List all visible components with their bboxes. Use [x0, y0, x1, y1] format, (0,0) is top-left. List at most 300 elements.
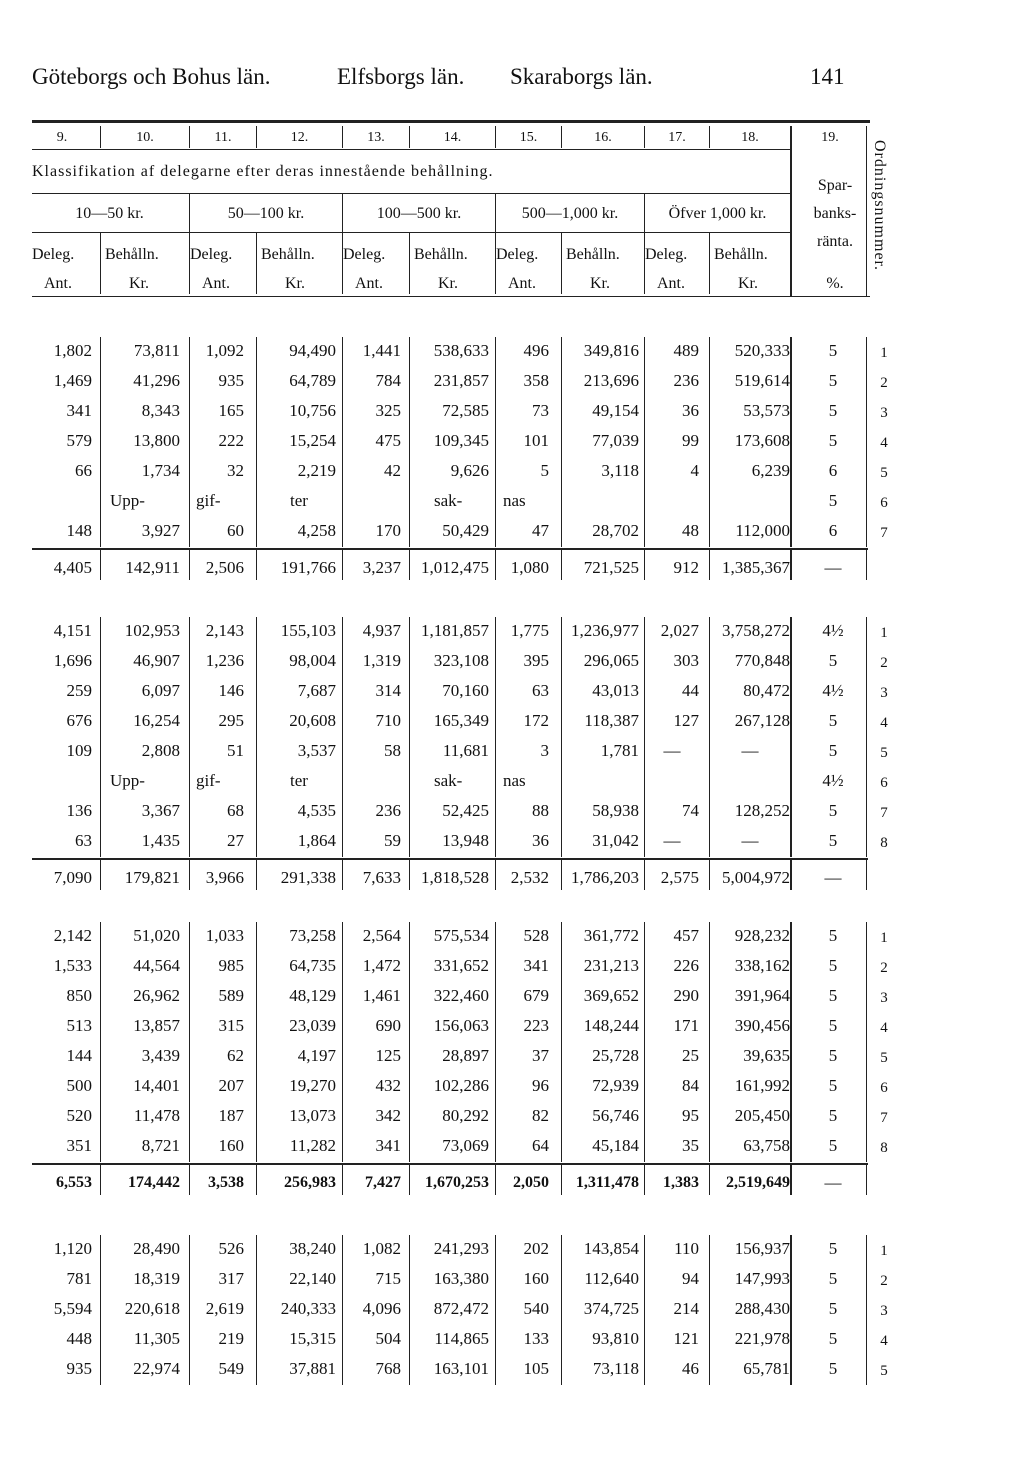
table-cell: 128,252 — [734, 801, 790, 820]
table-cell: 58 — [384, 741, 401, 760]
table-cell: 457 — [673, 926, 699, 945]
total-rule — [32, 548, 868, 550]
block-divider-bold — [790, 860, 792, 890]
table-cell: 4,197 — [297, 1046, 336, 1065]
table-cell: 38,240 — [289, 1239, 336, 1258]
rate-cell: 5 — [828, 711, 838, 730]
table-cell: 231,857 — [433, 371, 489, 390]
table-cell: 50,429 — [442, 521, 489, 540]
table-cell: 73 — [532, 401, 549, 420]
table-cell: 51,020 — [133, 926, 180, 945]
header-divider — [409, 233, 410, 294]
table-cell: 768 — [375, 1359, 401, 1378]
total-cell: 174,442 — [128, 1174, 180, 1191]
table-cell: 528 — [523, 926, 549, 945]
table-cell: 220,618 — [124, 1299, 180, 1318]
table-cell: 63,758 — [743, 1136, 790, 1155]
table-cell: 317 — [218, 1269, 244, 1288]
total-cell: 1,670,253 — [425, 1174, 489, 1191]
table-cell: 11,681 — [442, 741, 489, 760]
column-divider — [256, 337, 257, 547]
table-cell: 1,533 — [53, 956, 92, 975]
sub-label-kr: Kr. — [738, 275, 758, 292]
table-cell: 361,772 — [583, 926, 639, 945]
table-cell: 341 — [523, 956, 549, 975]
table-cell: 170 — [375, 521, 401, 540]
column-divider — [409, 337, 410, 547]
sub-label-behalln: Behålln. — [566, 246, 620, 263]
column-number: 17. — [668, 130, 686, 145]
rate-cell: 5 — [828, 926, 838, 945]
table-cell: 37 — [532, 1046, 549, 1065]
total-cell: 1,383 — [663, 1174, 699, 1191]
column-divider — [256, 550, 257, 580]
header-divider — [189, 194, 190, 294]
table-cell: 589 — [218, 986, 244, 1005]
table-cell: 6,239 — [751, 461, 790, 480]
total-rate: — — [824, 558, 842, 577]
column-divider — [561, 337, 562, 547]
header-top-rule — [32, 120, 870, 123]
sub-label-behalln: Behålln. — [105, 246, 159, 263]
sub-label-behalln: Behålln. — [414, 246, 468, 263]
row-ordinal: 3 — [880, 405, 888, 421]
total-cell: 142,911 — [125, 558, 180, 577]
table-cell: 93,810 — [592, 1329, 639, 1348]
table-cell: 36 — [532, 831, 549, 850]
total-cell: 7,427 — [365, 1174, 401, 1191]
total-cell: 1,080 — [510, 558, 549, 577]
table-cell: 88 — [532, 801, 549, 820]
header-bottom-rule — [32, 296, 870, 297]
row-ordinal: 5 — [880, 1363, 888, 1379]
column-divider — [189, 922, 190, 1162]
split-word: Upp- — [110, 771, 145, 790]
table-cell: 73,258 — [289, 926, 336, 945]
table-cell: 11,305 — [133, 1329, 180, 1348]
table-cell: 77,039 — [592, 431, 639, 450]
column-divider — [644, 550, 645, 580]
table-cell: 221,978 — [734, 1329, 790, 1348]
column-number: 9. — [56, 130, 68, 145]
table-cell: 160 — [523, 1269, 549, 1288]
table-cell: 222 — [218, 431, 244, 450]
table-cell: 6,097 — [141, 681, 180, 700]
table-cell: 369,652 — [583, 986, 639, 1005]
table-cell: 2,564 — [362, 926, 401, 945]
table-cell: 219 — [218, 1329, 244, 1348]
table-cell: 66 — [75, 461, 92, 480]
table-cell: 16,254 — [133, 711, 180, 730]
table-cell: 2,143 — [205, 621, 244, 640]
rate-label-line: ränta. — [817, 233, 853, 250]
column-divider — [256, 1235, 257, 1385]
table-cell: 231,213 — [583, 956, 639, 975]
sub-label-ant: Ant. — [508, 275, 536, 292]
header-divider — [561, 233, 562, 294]
block-divider-bold — [790, 617, 792, 857]
ordinal-divider — [866, 337, 867, 547]
split-word: gif- — [196, 491, 221, 510]
table-cell: 165,349 — [433, 711, 489, 730]
table-cell: 5 — [540, 461, 549, 480]
split-word: ter — [290, 771, 308, 790]
sub-label-deleg: Deleg. — [32, 246, 75, 263]
sub-label-kr: Kr. — [590, 275, 610, 292]
table-cell: 63 — [532, 681, 549, 700]
column-divider — [342, 617, 343, 857]
table-cell: 25 — [682, 1046, 699, 1065]
table-cell: 7,687 — [297, 681, 336, 700]
ordinal-divider — [866, 617, 867, 857]
rate-cell: 6 — [828, 461, 838, 480]
table-cell: 391,964 — [734, 986, 790, 1005]
table-cell: 4 — [690, 461, 699, 480]
table-cell: 56,746 — [592, 1106, 639, 1125]
table-cell: 3,367 — [141, 801, 180, 820]
table-cell: 27 — [227, 831, 244, 850]
table-cell: 110 — [674, 1239, 699, 1258]
table-cell: 74 — [682, 801, 699, 820]
table-cell: 101 — [523, 431, 549, 450]
split-word: sak- — [434, 491, 463, 510]
table-cell: 351 — [66, 1136, 92, 1155]
table-cell: 5,594 — [53, 1299, 92, 1318]
header-divider — [495, 126, 496, 148]
rate-cell: 5 — [828, 801, 838, 820]
column-divider — [495, 617, 496, 857]
table-cell: 146 — [218, 681, 244, 700]
block-divider-bold — [790, 337, 792, 547]
rate-cell: 6 — [828, 521, 838, 540]
table-cell: 4,151 — [53, 621, 92, 640]
header-divider — [561, 126, 562, 148]
table-cell: 15,254 — [289, 431, 336, 450]
table-cell: 358 — [523, 371, 549, 390]
table-cell: 1,181,857 — [421, 621, 489, 640]
table-cell: 35 — [682, 1136, 699, 1155]
rate-cell: 5 — [828, 1329, 838, 1348]
table-cell: 213,696 — [583, 371, 639, 390]
sub-label-deleg: Deleg. — [343, 246, 386, 263]
rate-cell: 5 — [828, 1239, 838, 1258]
table-cell: 112,000 — [735, 521, 790, 540]
column-divider — [189, 860, 190, 890]
header-divider — [709, 233, 710, 294]
table-cell: 43,013 — [592, 681, 639, 700]
table-cell: 781 — [66, 1269, 92, 1288]
rate-label-line: banks- — [813, 205, 857, 222]
table-cell: 341 — [375, 1136, 401, 1155]
table-cell: 2,142 — [53, 926, 92, 945]
page-number: 141 — [810, 64, 845, 89]
table-cell: 1,469 — [53, 371, 92, 390]
table-cell: 323,108 — [433, 651, 489, 670]
total-cell: 2,050 — [513, 1174, 549, 1191]
table-cell: 64,789 — [289, 371, 336, 390]
column-divider — [561, 922, 562, 1162]
rate-cell: 5 — [828, 1299, 838, 1318]
rate-cell: 5 — [828, 651, 838, 670]
header-divider-bold — [790, 126, 792, 296]
region-label-elfsborg: Elfsborgs län. — [337, 64, 465, 89]
table-cell: 295 — [218, 711, 244, 730]
column-divider — [561, 1165, 562, 1195]
column-divider — [561, 617, 562, 857]
column-divider — [495, 922, 496, 1162]
row-ordinal: 2 — [880, 1273, 888, 1289]
table-cell: 1,082 — [362, 1239, 401, 1258]
table-cell: 223 — [523, 1016, 549, 1035]
table-cell: 118,387 — [584, 711, 639, 730]
rate-cell: 5 — [828, 491, 838, 510]
column-divider — [495, 337, 496, 547]
split-word: nas — [503, 771, 526, 790]
table-cell: 28,490 — [133, 1239, 180, 1258]
total-cell: 191,766 — [280, 558, 336, 577]
column-number: 12. — [290, 130, 309, 145]
rate-cell: 4½ — [822, 621, 844, 640]
table-cell: 45,184 — [592, 1136, 639, 1155]
table-cell: 928,232 — [734, 926, 790, 945]
row-ordinal: 7 — [880, 525, 888, 541]
table-cell: 4,096 — [362, 1299, 401, 1318]
total-rate: — — [824, 1173, 842, 1192]
table-cell: 26,962 — [133, 986, 180, 1005]
table-cell: 11,478 — [133, 1106, 180, 1125]
table-cell: 3,927 — [141, 521, 180, 540]
total-rate: — — [824, 868, 842, 887]
rate-cell: 4½ — [822, 681, 844, 700]
total-cell: 4,405 — [53, 558, 92, 577]
table-cell: 850 — [66, 986, 92, 1005]
column-divider — [709, 922, 710, 1162]
column-divider — [256, 922, 257, 1162]
table-cell: 296,065 — [583, 651, 639, 670]
table-cell: — — [663, 831, 681, 850]
table-cell: 288,430 — [734, 1299, 790, 1318]
header-rule — [32, 232, 792, 233]
table-cell: — — [741, 831, 759, 850]
header-divider — [342, 194, 343, 294]
table-cell: 526 — [218, 1239, 244, 1258]
table-cell: 13,948 — [442, 831, 489, 850]
header-rule — [32, 149, 792, 150]
table-cell: 147,993 — [734, 1269, 790, 1288]
table-cell: 161,992 — [734, 1076, 790, 1095]
table-cell: 3,758,272 — [722, 621, 790, 640]
split-word: gif- — [196, 771, 221, 790]
table-cell: 72,939 — [592, 1076, 639, 1095]
table-cell: 73,118 — [592, 1359, 639, 1378]
row-ordinal: 1 — [880, 930, 888, 946]
row-ordinal: 3 — [880, 990, 888, 1006]
rate-cell: 5 — [828, 431, 838, 450]
range-label: 100—500 kr. — [376, 205, 462, 222]
column-divider — [189, 1235, 190, 1385]
table-cell: 214 — [673, 1299, 699, 1318]
row-ordinal: 6 — [880, 775, 888, 791]
table-cell: 1,236 — [205, 651, 244, 670]
table-cell: 64,735 — [289, 956, 336, 975]
table-cell: 985 — [218, 956, 244, 975]
table-cell: 109 — [66, 741, 92, 760]
table-cell: 3,439 — [141, 1046, 180, 1065]
sub-label-kr: Kr. — [285, 275, 305, 292]
table-cell: 32 — [227, 461, 244, 480]
column-divider — [644, 922, 645, 1162]
header-divider — [342, 126, 343, 148]
row-ordinal: 8 — [880, 835, 888, 851]
column-divider — [709, 1235, 710, 1385]
table-cell: 342 — [375, 1106, 401, 1125]
block-divider-bold — [790, 1235, 792, 1385]
header-divider — [644, 194, 645, 294]
total-cell: 1,786,203 — [571, 868, 639, 887]
column-number: 11. — [214, 130, 232, 145]
column-divider — [644, 1165, 645, 1195]
row-ordinal: 5 — [880, 745, 888, 761]
table-cell: 513 — [66, 1016, 92, 1035]
table-cell: 127 — [673, 711, 699, 730]
column-divider — [342, 860, 343, 890]
table-cell: 28,702 — [592, 521, 639, 540]
table-cell: 94 — [682, 1269, 699, 1288]
table-cell: 290 — [673, 986, 699, 1005]
column-divider — [495, 860, 496, 890]
table-cell: 1,461 — [362, 986, 401, 1005]
column-divider — [709, 1165, 710, 1195]
column-divider — [409, 922, 410, 1162]
table-cell: 10,756 — [289, 401, 336, 420]
rate-cell: 4½ — [822, 771, 844, 790]
table-cell: 46,907 — [133, 651, 180, 670]
table-cell: — — [741, 741, 759, 760]
column-divider — [709, 550, 710, 580]
table-cell: 690 — [375, 1016, 401, 1035]
table-cell: 448 — [66, 1329, 92, 1348]
range-label: 10—50 kr. — [75, 205, 144, 222]
table-cell: 31,042 — [592, 831, 639, 850]
table-cell: 207 — [218, 1076, 244, 1095]
row-ordinal: 4 — [880, 435, 888, 451]
table-cell: 72,585 — [442, 401, 489, 420]
table-cell: 102,953 — [124, 621, 180, 640]
table-cell: 489 — [673, 341, 699, 360]
header-divider — [256, 126, 257, 148]
total-cell: 2,519,649 — [726, 1174, 790, 1191]
table-cell: 8,721 — [141, 1136, 180, 1155]
table-cell: 11,282 — [289, 1136, 336, 1155]
table-cell: 432 — [375, 1076, 401, 1095]
rate-cell: 5 — [828, 1106, 838, 1125]
total-cell: 721,525 — [583, 558, 639, 577]
row-ordinal: 6 — [880, 495, 888, 511]
table-cell: 3,537 — [297, 741, 336, 760]
table-cell: 202 — [523, 1239, 549, 1258]
sub-label-deleg: Deleg. — [645, 246, 688, 263]
table-cell: 538,633 — [433, 341, 489, 360]
split-word: Upp- — [110, 491, 145, 510]
table-cell: 475 — [375, 431, 401, 450]
table-cell: 22,974 — [133, 1359, 180, 1378]
table-cell: 4,535 — [297, 801, 336, 820]
column-divider — [189, 617, 190, 857]
rate-unit: %. — [826, 275, 844, 292]
table-cell: 259 — [66, 681, 92, 700]
rate-cell: 5 — [828, 831, 838, 850]
header-rule — [32, 193, 792, 194]
total-cell: 3,237 — [362, 558, 401, 577]
table-cell: 172 — [523, 711, 549, 730]
column-divider — [495, 550, 496, 580]
total-cell: 1,012,475 — [421, 558, 489, 577]
table-cell: 18,319 — [133, 1269, 180, 1288]
split-word: nas — [503, 491, 526, 510]
table-cell: 73,811 — [133, 341, 180, 360]
table-cell: 575,534 — [433, 926, 489, 945]
table-cell: — — [663, 741, 681, 760]
table-cell: 1,120 — [53, 1239, 92, 1258]
table-cell: 155,103 — [280, 621, 336, 640]
table-cell: 13,857 — [133, 1016, 180, 1035]
table-cell: 171 — [673, 1016, 699, 1035]
table-cell: 1,033 — [205, 926, 244, 945]
column-number: 15. — [519, 130, 538, 145]
table-cell: 3,118 — [601, 461, 639, 480]
column-number: 19. — [821, 130, 839, 145]
column-divider — [342, 1235, 343, 1385]
column-number: 14. — [443, 130, 462, 145]
region-label-goteborg: Göteborgs och Bohus län. — [32, 64, 271, 89]
rate-cell: 5 — [828, 956, 838, 975]
table-cell: 4,258 — [297, 521, 336, 540]
table-cell: 3 — [540, 741, 549, 760]
column-divider — [495, 1165, 496, 1195]
table-cell: 114,865 — [434, 1329, 489, 1348]
sub-label-kr: Kr. — [438, 275, 458, 292]
table-cell: 315 — [218, 1016, 244, 1035]
table-cell: 935 — [218, 371, 244, 390]
table-cell: 95 — [682, 1106, 699, 1125]
column-divider — [342, 337, 343, 547]
table-cell: 549 — [218, 1359, 244, 1378]
table-cell: 322,460 — [433, 986, 489, 1005]
column-number: 16. — [594, 130, 612, 145]
rate-label-line: Spar- — [817, 177, 853, 194]
column-divider — [561, 550, 562, 580]
table-cell: 51 — [227, 741, 244, 760]
header-divider — [644, 126, 645, 148]
row-ordinal: 8 — [880, 1140, 888, 1156]
column-divider — [256, 617, 257, 857]
rate-cell: 5 — [828, 1359, 838, 1378]
table-cell: 49,154 — [592, 401, 639, 420]
sub-label-behalln: Behålln. — [714, 246, 768, 263]
sub-label-deleg: Deleg. — [190, 246, 233, 263]
table-cell: 676 — [66, 711, 92, 730]
row-ordinal: 7 — [880, 1110, 888, 1126]
row-ordinal: 2 — [880, 960, 888, 976]
table-cell: 226 — [673, 956, 699, 975]
header-divider — [100, 126, 101, 148]
table-cell: 303 — [673, 651, 699, 670]
row-ordinal: 4 — [880, 1020, 888, 1036]
sub-label-deleg: Deleg. — [496, 246, 539, 263]
table-cell: 47 — [532, 521, 549, 540]
header-divider — [189, 126, 190, 148]
column-divider — [342, 1165, 343, 1195]
